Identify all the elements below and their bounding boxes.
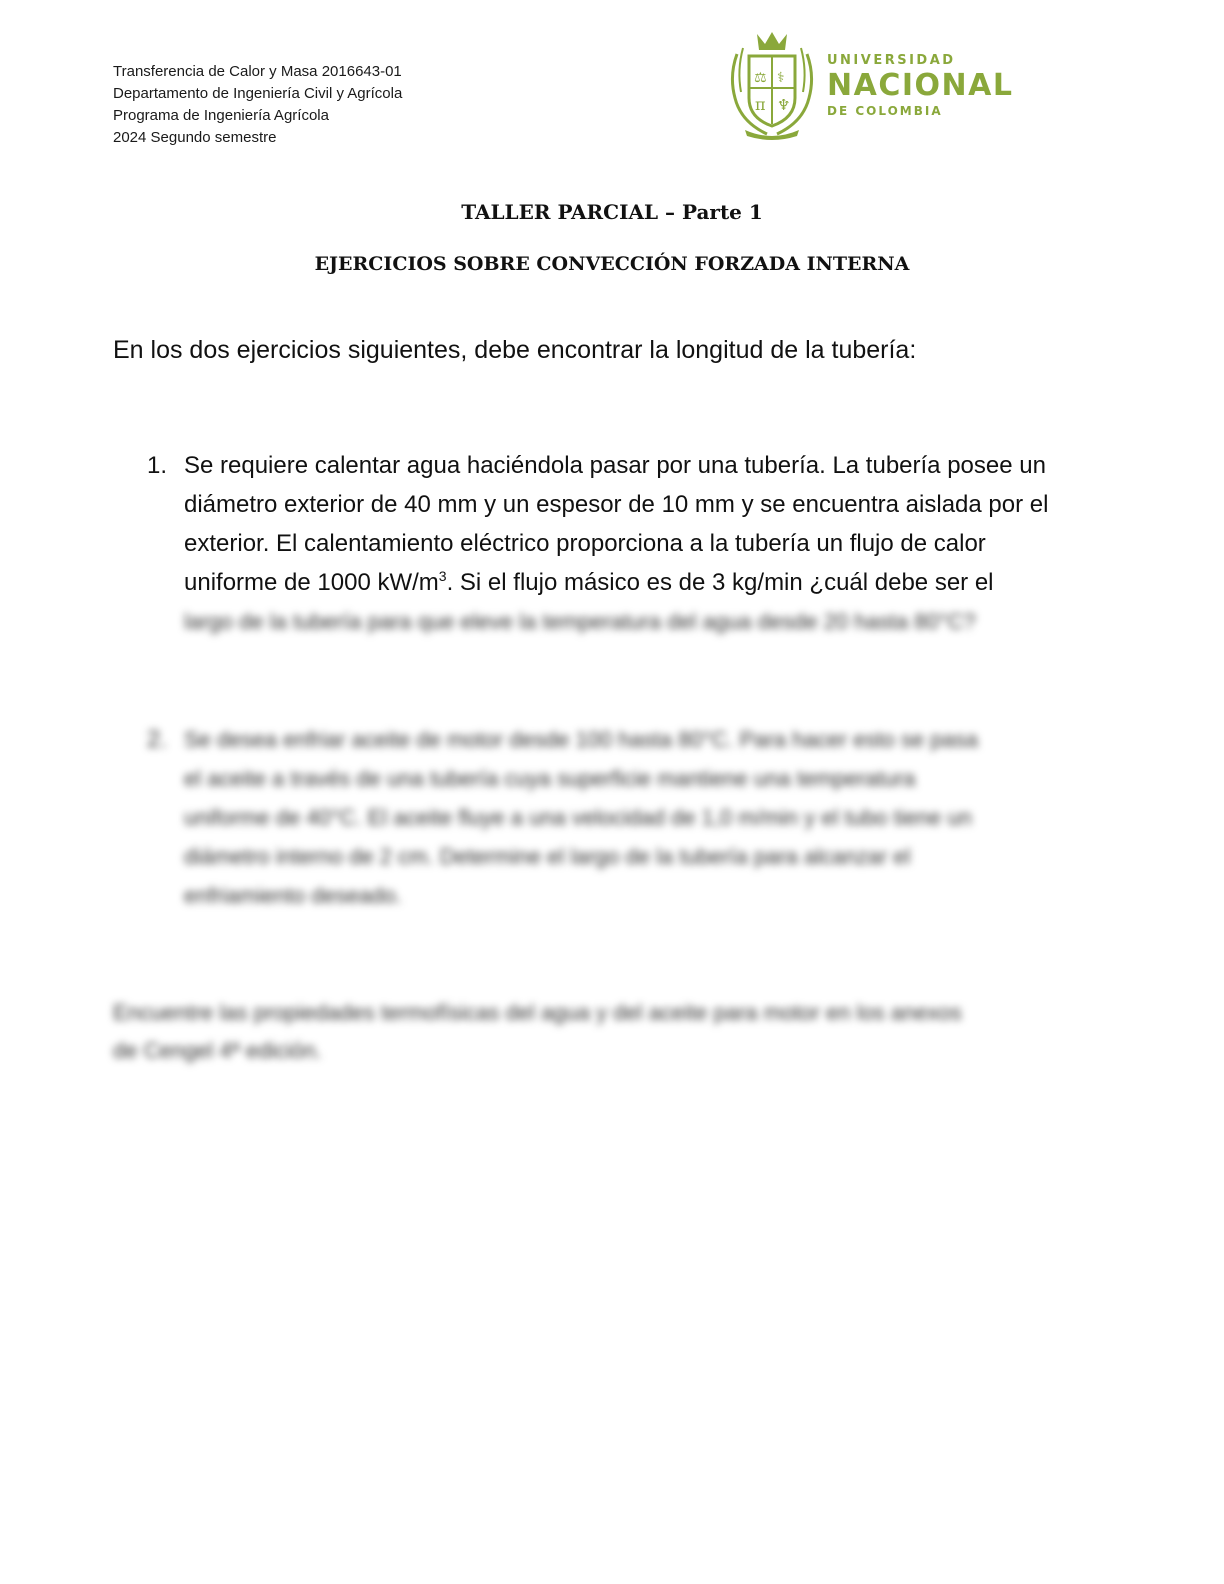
svg-text:⚕: ⚕ <box>777 70 785 86</box>
closing-note <box>113 994 1103 1070</box>
exercise-2-line: enfriamiento deseado. <box>184 883 402 908</box>
svg-text:♆: ♆ <box>777 96 791 114</box>
document-subtitle: EJERCICIOS SOBRE CONVECCIÓN FORZADA INTERNA <box>314 253 910 275</box>
intro-paragraph: En los dos ejercicios siguientes, debe encontrar la longitud de la tubería: <box>113 336 917 364</box>
exercise-1-blurred-line: largo de la tubería para que eleve la temperatura del agua desde 20 hasta 80°C? <box>184 609 976 634</box>
program-name: Programa de Ingeniería Agrícola <box>113 107 329 124</box>
logo-de-colombia: DE COLOMBIA <box>827 104 943 118</box>
logo-nacional: NACIONAL <box>827 68 1014 103</box>
department-name: Departamento de Ingeniería Civil y Agrícola <box>113 85 403 102</box>
exercise-1-line: diámetro exterior de 40 mm y un espesor de 10 mm y se encuentra aislada por el <box>184 491 1049 518</box>
exercise-1-flux-text: uniforme de 1000 kW/m <box>184 569 439 596</box>
exercise-2-line: diámetro interno de 2 cm. Determine el largo de la tubería para alcanzar el <box>184 844 911 869</box>
logo-wordmark <box>827 53 1013 119</box>
exercise-1-number: 1. <box>147 452 168 479</box>
exercise-2-number: 2. <box>147 726 168 753</box>
semester-label: 2024 Segundo semestre <box>113 129 277 146</box>
document-title: TALLER PARCIAL – Parte 1 <box>461 200 763 224</box>
svg-text:π: π <box>755 95 766 114</box>
svg-text:⚖: ⚖ <box>754 70 767 86</box>
closing-line: Encuentre las propiedades termofísicas del agua y del aceite para motor en los anexos <box>113 1000 962 1025</box>
exercise-1-line <box>184 563 1104 602</box>
university-logo <box>727 26 1014 142</box>
exercise-1 <box>147 446 1104 641</box>
exercise-1-line: Se requiere calentar agua haciéndola pasar por una tubería. La tubería posee un <box>184 452 1046 479</box>
exercise-2-line: el aceite a través de una tubería cuya superficie mantiene una temperatura <box>184 766 916 791</box>
exercise-1-line: exterior. El calentamiento eléctrico proporciona a la tubería un flujo de calor <box>184 530 986 557</box>
exercise-2 <box>147 720 1104 915</box>
closing-line: de Cengel 4ª edición. <box>113 1038 322 1063</box>
exercise-1-exponent: 3 <box>438 568 447 584</box>
course-name: Transferencia de Calor y Masa 2016643-01 <box>113 63 402 80</box>
exercise-2-line: Se desea enfriar aceite de motor desde 100 hasta 80°C. Para hacer esto se pasa <box>184 727 978 752</box>
logo-universidad: UNIVERSIDAD <box>827 53 956 68</box>
exercise-2-line: uniforme de 40°C. El aceite fluye a una velocidad de 1,0 m/min y el tubo tiene un <box>184 805 972 830</box>
exercise-1-mass-flow-text: . Si el flujo másico es de 3 kg/min ¿cuál debe ser el <box>446 569 994 596</box>
university-seal-icon <box>727 26 817 142</box>
course-header <box>113 61 402 149</box>
